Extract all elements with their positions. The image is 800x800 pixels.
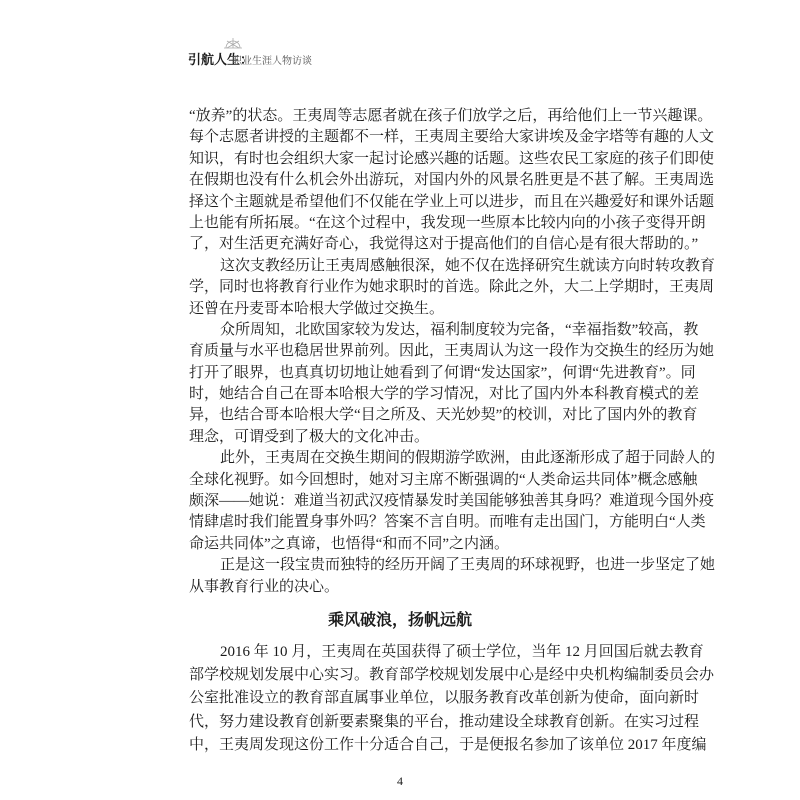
- text-line: 颇深——她说：难道当初武汉疫情暴发时美国能够独善其身吗？难道现今国外疫: [189, 493, 715, 510]
- paragraph: [189, 641, 715, 757]
- text-line: 每个志愿者讲授的主题都不一样，王夷周主要给大家讲埃及金字塔等有趣的人文: [189, 129, 715, 146]
- text-line: 上也能有所拓展。“在这个过程中，我发现一些原本比较内向的小孩子变得开朗: [189, 214, 706, 231]
- text-line: “放养”的状态。王夷周等志愿者就在孩子们放学之后，再给他们上一节兴趣课。: [189, 108, 713, 124]
- text-line: 从事教育行业的决心。: [189, 578, 340, 595]
- text-line: 还曾在丹麦哥本哈根大学做过交换生。: [189, 300, 445, 317]
- book-title: 引航人生：: [188, 53, 254, 68]
- text-line: 异，也结合哥本哈根大学“目之所及、天光妙契”的校训，对比了国内外的教育: [189, 407, 698, 424]
- text-line: 时，她结合自己在哥本哈根大学的学习情况，对比了国内外本科教育模式的差: [189, 386, 700, 403]
- section-body: [189, 641, 715, 757]
- paragraph: [189, 106, 715, 256]
- text-line: 学，同时也将教育行业作为她求职时的首选。除此之外，大二上学期时，王夷周: [189, 279, 715, 296]
- text-line: 代，努力建设教育创新要素聚集的平台，推动建设全球教育创新。在实习过程: [189, 713, 700, 730]
- text-line: 育质量与水平也稳居世界前列。因此，王夷周认为这一段作为交换生的经历为她: [189, 343, 715, 360]
- text-line: 部学校规划发展中心实习。教育部学校规划发展中心是经中央机构编制委员会办: [189, 667, 715, 684]
- text-line: 2016 年 10 月，王夷周在英国获得了硕士学位，当年 12 月回国后就去教育: [220, 643, 704, 660]
- text-line: 知识，有时也会组织大家一起讨论感兴趣的话题。这些农民工家庭的孩子们即使: [189, 150, 715, 167]
- ship-wheel-logo-icon: [222, 36, 244, 50]
- paragraph: [189, 448, 716, 555]
- text-line: 择这个主题就是希望他们不仅能在学业上可以进步，而且在兴趣爱好和课外话题: [189, 193, 715, 210]
- text-line: 在假期也没有什么机会外出游玩，对国内外的风景名胜更是不甚了解。王夷周选: [189, 172, 715, 189]
- text-line: 了，对生活更充满好奇心，我觉得这对于提高他们的自信心是有很大帮助的。”: [189, 236, 699, 253]
- text-line: 这次支教经历让王夷周感触很深，她不仅在选择研究生就读方向时转攻教育: [220, 257, 716, 274]
- text-line: 中，王夷周发现这份工作十分适合自己，于是便报名参加了该单位 2017 年度编: [189, 736, 707, 753]
- page-body: [189, 106, 716, 757]
- text-line: 正是这一段宝贵而独特的经历开阔了王夷周的环球视野，也进一步坚定了她: [220, 557, 716, 574]
- text-line: 众所周知，北欧国家较为发达，福利制度较为完备，“幸福指数”较高，教: [220, 321, 699, 338]
- page-number: 4: [397, 774, 403, 788]
- text-line: 此外，王夷周在交换生期间的假期游学欧洲，由此逐渐形成了超于同龄人的: [220, 450, 716, 467]
- book-subtitle: 职业生涯人物访谈: [232, 56, 312, 67]
- text-line: 情肆虐时我们能置身事外吗？答案不言自明。而唯有走出国门，方能明白“人类: [189, 514, 706, 531]
- text-line: 公室批准设立的教育部直属事业单位，以服务教育改革创新为使命，面向新时: [189, 690, 700, 707]
- text-line: 全球化视野。如今回想时，她对习主席不断强调的“人类命运共同体”概念感触: [189, 471, 698, 488]
- text-line: 打开了眼界，也真真切切地让她看到了何谓“发达国家”，何谓“先进教育”。同: [189, 364, 696, 381]
- section-heading: 乘风破浪，扬帆远航: [327, 609, 472, 629]
- text-line: 命运共同体”之真谛，也悟得“和而不同”之内涵。: [189, 535, 509, 552]
- paragraph: [189, 555, 716, 598]
- paragraph: [189, 320, 715, 448]
- paragraph: [189, 256, 716, 320]
- text-line: 理念，可谓受到了极大的文化冲击。: [189, 428, 430, 445]
